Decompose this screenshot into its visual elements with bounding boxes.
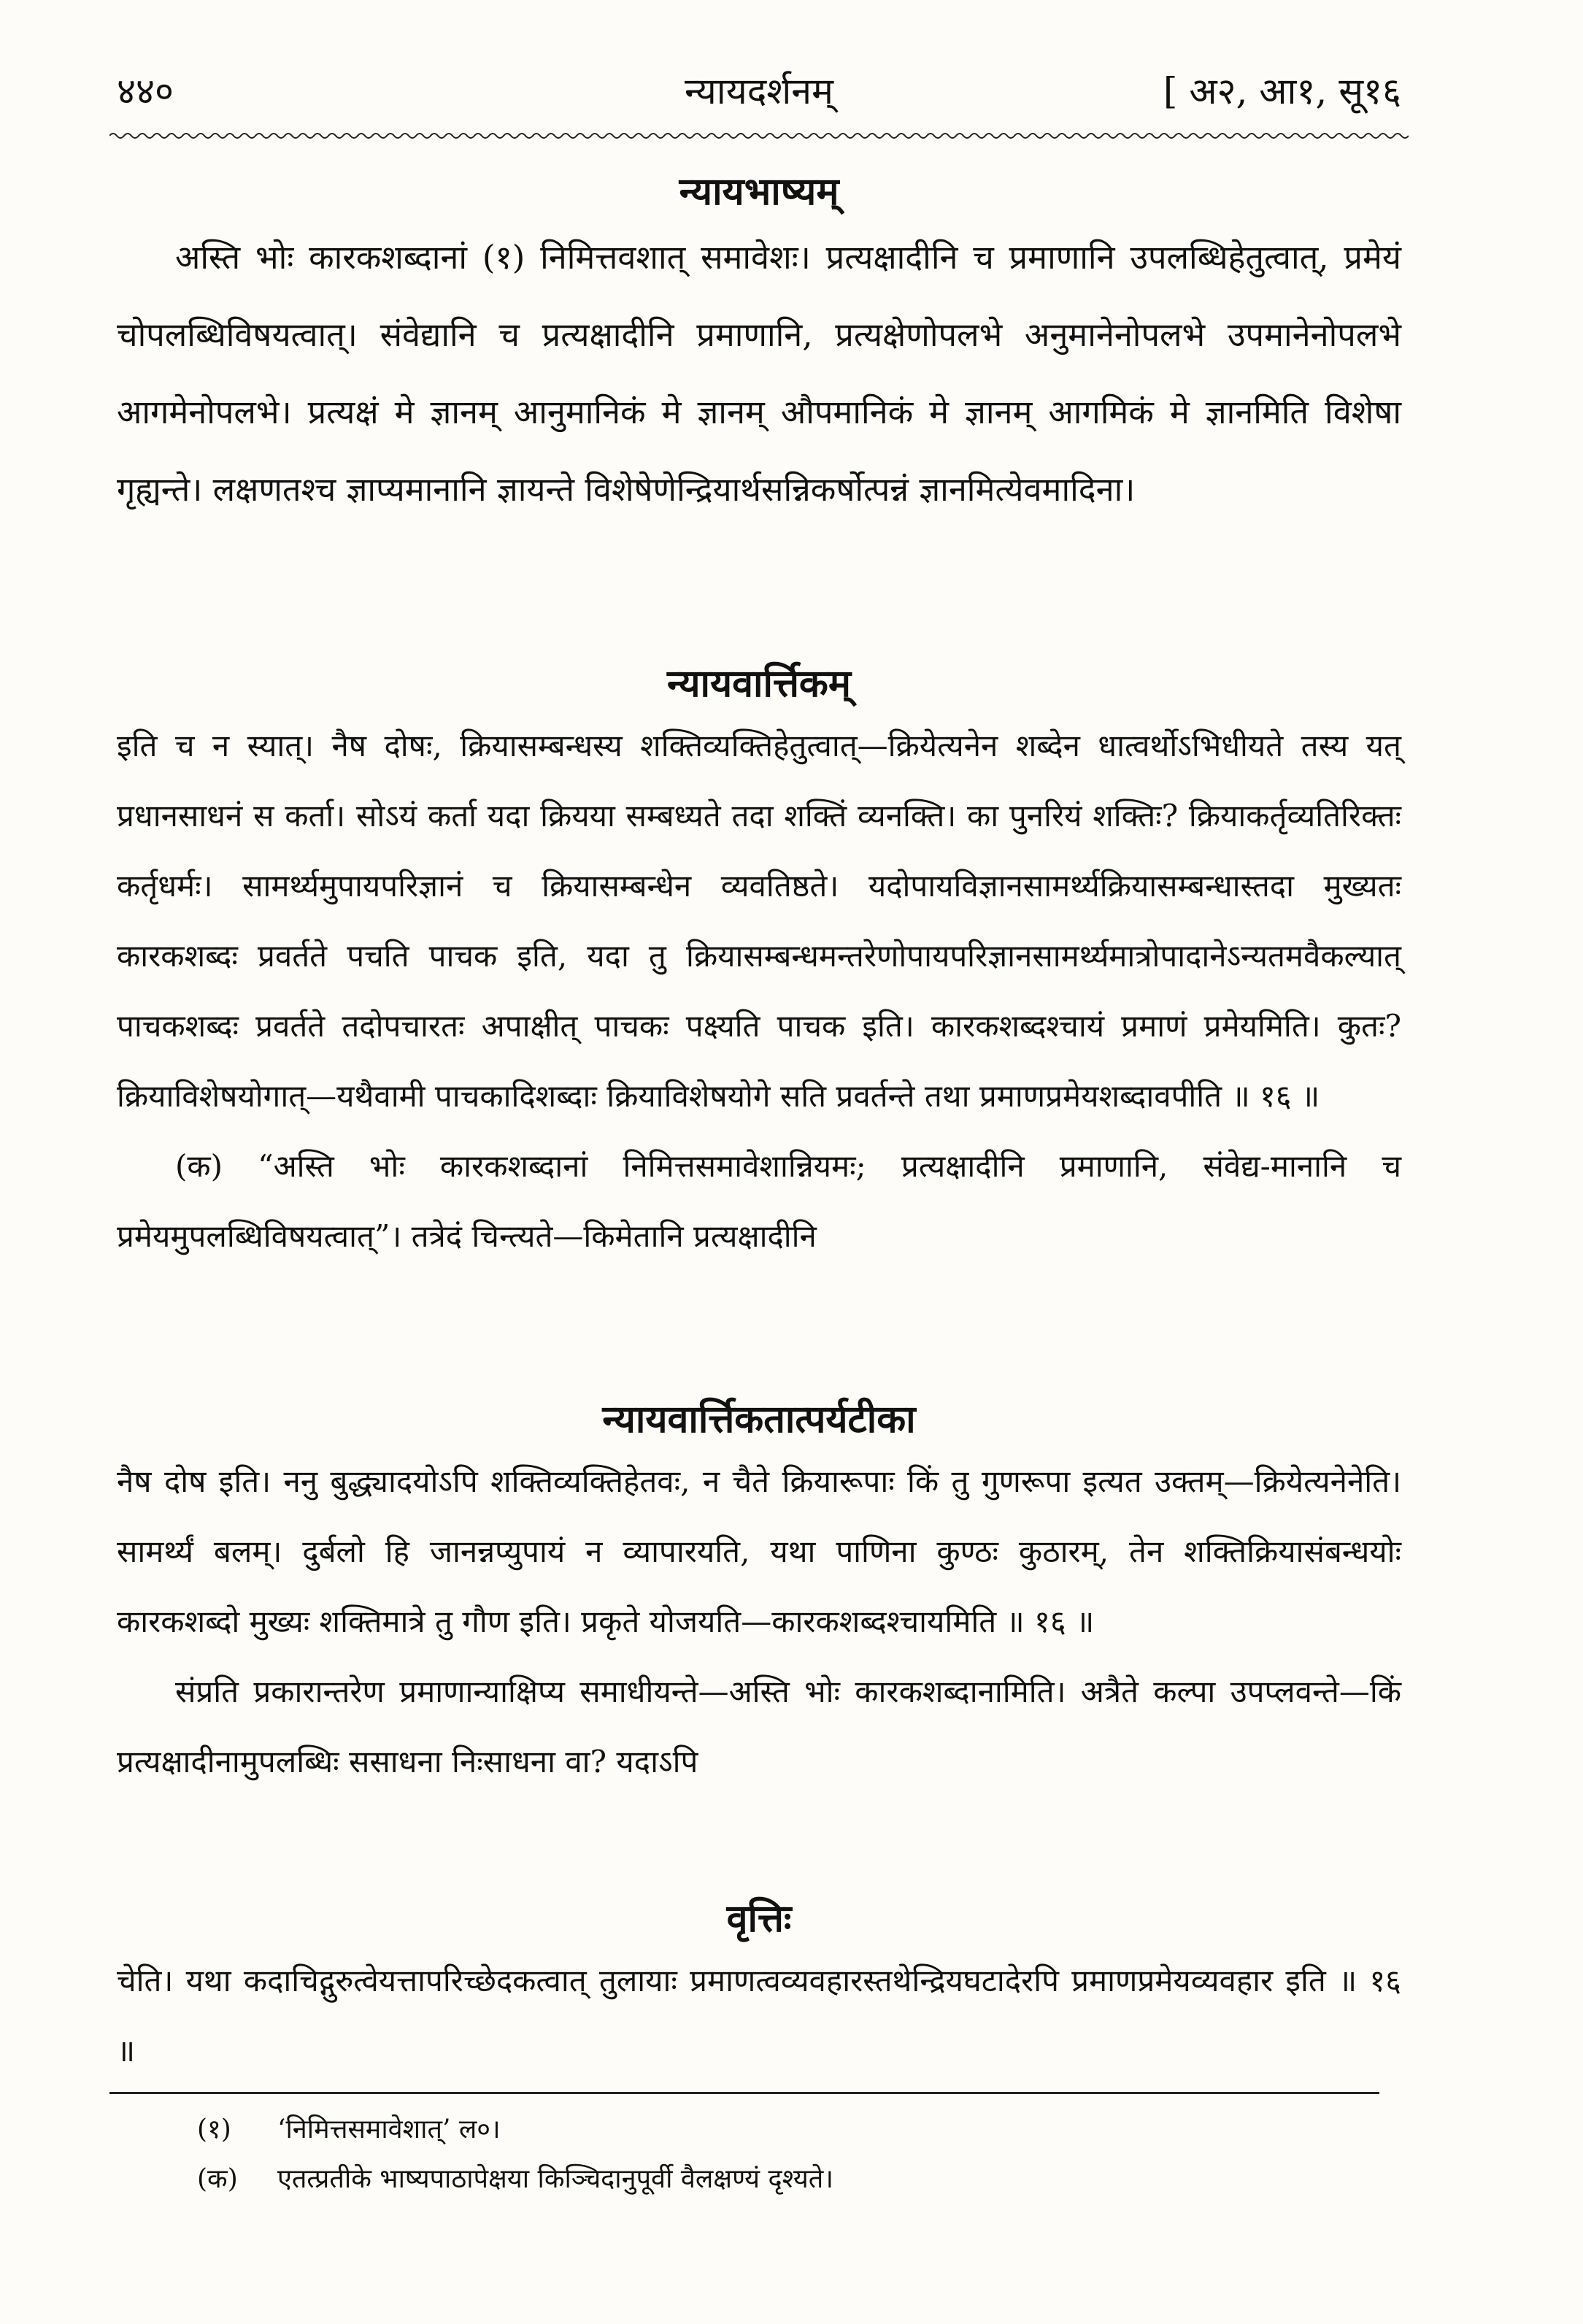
header-wavy-rule — [109, 130, 1409, 142]
footnote-text: एतत्प्रतीके भाष्यपाठापेक्षया किञ्चिदानुपूर्वी वैलक्षण्यं दृश्यते। — [277, 2164, 833, 2194]
page-number: ४४० — [117, 70, 174, 112]
varttika-section — [117, 657, 1401, 1271]
section-heading-bhashya: न्यायभाष्यम् — [679, 169, 839, 214]
tatparya-text-continued: संप्रति प्रकारान्तरेण प्रमाणान्याक्षिप्य समाधीयन्ते—अस्ति भोः कारकशब्दानामिति। अत्रैते कल्पा उपप्लवन्ते—किं प्रत्यक्षादीनामुपलब्धिः ससाधना निःसाधना वा? यदाऽपि — [117, 1674, 1401, 1779]
running-title: न्यायदर्शनम् — [685, 70, 833, 112]
bhashya-text: अस्ति भोः कारकशब्दानां (१) निमित्तवशात् समावेशः। प्रत्यक्षादीनि च प्रमाणानि उपलब्धिहेतुत्वात्, प्रमेयं चोपलब्धिविषयत्वात्। संवेद्यानि च प्रत्यक्षादीनि प्रमाणानि, प्रत्यक्षेणोपलभे अनुमानेनोपलभे उपमानेनोपलभे आगमेनोपलभे। प्रत्यक्षं मे ज्ञानम् आनुमानिकं मे ज्ञानम् औपमानिकं मे ज्ञानम् आगमिकं मे ज्ञानमिति विशेषा गृह्यन्ते। लक्षणतश्च ज्ञाप्यमानानि ज्ञायन्ते विशेषेणेन्द्रियार्थसन्निकर्षोत्पन्नं ज्ञानमित्येवमादिना। — [117, 238, 1401, 509]
section-heading-tatparya: न्यायवार्त्तिकतात्पर्यटीका — [602, 1397, 916, 1442]
vritti-section — [117, 1892, 1401, 2086]
running-header — [117, 66, 1401, 117]
footnote-marker: (क) — [197, 2164, 238, 2194]
varttika-text: इति च न स्यात्। नैष दोषः, क्रियासम्बन्धस्य शक्तिव्यक्तिहेतुत्वात्—क्रियेत्यनेन शब्देन धात्वर्थोऽभिधीयते तस्य यत् प्रधानसाधनं स कर्ता। सोऽयं कर्ता यदा क्रियया सम्बध्यते तदा शक्तिं व्यनक्ति। का पुनरियं शक्तिः? क्रियाकर्तृव्यतिरिक्तः कर्तृधर्मः। सामर्थ्यमुपायपरिज्ञानं च क्रियासम्बन्धेन व्यवतिष्ठते। यदोपायविज्ञानसामर्थ्यक्रियासम्बन्धास्तदा मुख्यतः कारकशब्दः प्रवर्तते पचति पाचक इति, यदा तु क्रियासम्बन्धमन्तरेणोपायपरिज्ञानसामर्थ्यमात्रोपादानेऽन्यतमवैकल्यात् पाचकशब्दः प्रवर्तते तदोपचारतः अपाक्षीत् पाचकः पक्ष्यति पाचक इति। कारकशब्दश्चायं प्रमाणं प्रमेयमिति। कुतः? क्रियाविशेषयोगात्—यथैवामी पाचकादिशब्दाः क्रियाविशेषयोगे सति प्रवर्तन्ते तथा प्रमाणप्रमेयशब्दावपीति ॥ १६ ॥ — [117, 728, 1401, 1114]
section-heading-vritti: वृत्तिः — [726, 1896, 792, 1941]
vritti-text: चेति। यथा कदाचिद्गुरुत्वेयत्तापरिच्छेदकत्वात् तुलायाः प्रमाणत्वव्यवहारस्तथेन्द्रियघटादेरपि प्रमाणप्रमेयव्यवहार इति ॥ १६ ॥ — [117, 1963, 1401, 2069]
varttika-footnote-text: (क) “अस्ति भोः कारकशब्दानां निमित्तसमावेशान्नियमः; प्रत्यक्षादीनि प्रमाणानि, संवेद्य-मानानि च प्रमेयमुपलब्धिविषयत्वात्”। तत्रेदं चिन्त्यते—किमेतानि प्रत्यक्षादीनि — [117, 1148, 1401, 1254]
footnote-rule — [109, 2092, 1379, 2094]
tatparya-section — [117, 1393, 1401, 1797]
bhashya-section — [117, 165, 1401, 528]
footnote-item — [197, 2155, 1365, 2204]
footnotes — [197, 2105, 1365, 2204]
section-heading-varttika: न्यायवार्त्तिकम् — [667, 661, 851, 706]
tatparya-text: नैष दोष इति। ननु बुद्ध्यादयोऽपि शक्तिव्यक्तिहेतवः, न चैते क्रियारूपाः किं तु गुणरूपा इत्यत उक्तम्—क्रियेत्यनेनेति। सामर्थ्यं बलम्। दुर्बलो हि जानन्नप्युपायं न व्यापारयति, यथा पाणिना कुण्ठः कुठारम्, तेन शक्तिक्रियासंबन्धयोः कारकशब्दो मुख्यः शक्तिमात्रे तु गौण इति। प्रकृते योजयति—कारकशब्दश्चायमिति ॥ १६ ॥ — [117, 1463, 1401, 1639]
footnote-marker: (१) — [197, 2115, 231, 2144]
footnote-text: ‘निमित्तसमावेशात्’ ल०। — [277, 2115, 501, 2144]
chapter-reference: [ अ२, आ१, सू१६ — [1163, 70, 1401, 112]
footnote-item — [197, 2105, 1365, 2155]
